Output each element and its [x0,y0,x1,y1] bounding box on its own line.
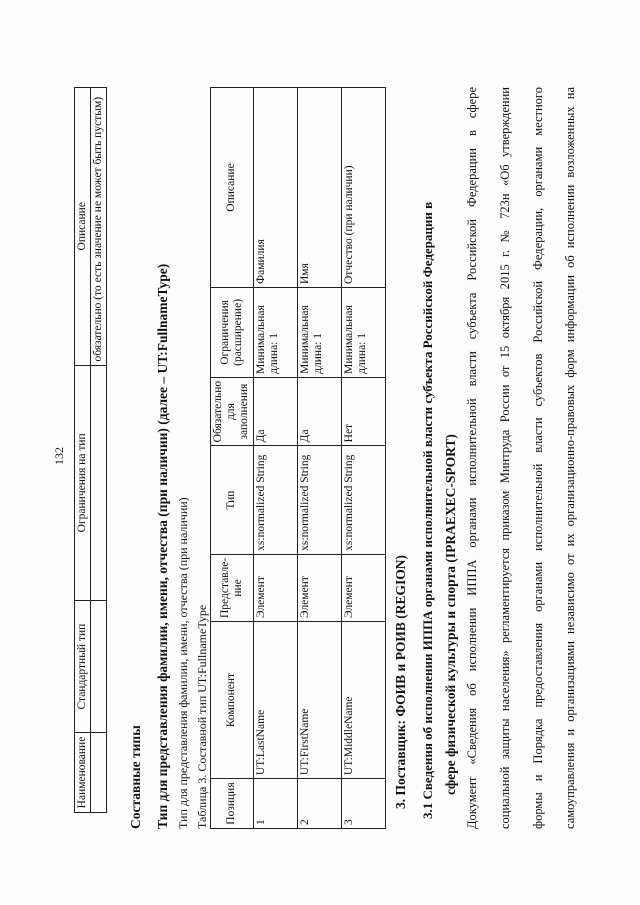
table-header-row [75,88,91,813]
page-number: 132 [52,447,66,465]
paragraph-line: Документ «Сведения об исполнении ИППА органами исполнительной власти субъекта Российской Федерации в сфере [465,87,479,829]
paragraph-line: формы и Порядка предоставления органами исполнительной власти субъектов Российской Федерации, органами местного [531,87,545,829]
fullname-type-table [210,87,386,829]
table-header-cell: Ограничения на тип [75,365,91,601]
table-header-cell: Описание [75,88,91,366]
heading-section-3-1-cont: сфере физической культуры и спорта (IPRAEXEC-SPORT) [443,434,458,795]
table-cell: xs:normalized String [297,446,341,554]
table-row [253,88,297,829]
table-header-cell: Позиция [211,779,254,829]
table-cell: Элемент [341,554,385,621]
table-cell: Нет [341,377,385,446]
heading-section-3-1: 3.1 Сведения об исполнении ИППА органами исполнительной власти субъекта Российской Федерации в [420,201,435,819]
table-cell: Минимальная длина: 1 [297,288,341,378]
table-cell: xs:normalized String [341,446,385,554]
table-cell: UT:LastName [253,622,297,779]
table-header-cell: Наименование [75,733,91,813]
table-cell: Минимальная длина: 1 [253,288,297,378]
table-cell: Фамилия [253,88,297,288]
table-header-cell: Тип [211,446,254,554]
table-cell: 2 [297,779,341,829]
table-caption: Таблица 3. Составной тип UT:FullnameType [195,604,209,829]
section-title-composite: Составные типы [128,725,143,829]
table-cell: 1 [253,779,297,829]
table-cell: UT:MiddleName [341,622,385,779]
table-cell: Отчество (при наличии) [341,88,385,288]
table-cell [91,365,107,601]
table-header-cell: Описание [211,88,254,288]
table-cell [91,601,107,733]
table-cell: обязательно (то есть значение не может быть пустым) [91,88,107,366]
table-header-cell: Стандартный тип [75,601,91,733]
paragraph-line: самоуправления и организациями независимо от их организационно-правовых форм информации об исполнении возложенных на [563,87,577,829]
subsection-description: Тип для представления фамилии, имени, отчества (при наличии) [176,497,190,829]
subsection-title: Тип для представления фамилии, имени, отчества (при наличии) (далее – UT:FullnameType) [155,263,170,829]
table-cell: Элемент [253,554,297,621]
table-cell: UT:FirstName [297,622,341,779]
table-cell: Имя [297,88,341,288]
heading-section-3: 3. Поставщик: ФОИВ и РОИВ (REGION) [393,555,408,809]
table-cell: Минимальная длина: 1 [341,288,385,378]
types-table [74,87,107,813]
table-cell: Да [253,377,297,446]
table-header-cell: Ограничения (расширение) [211,288,254,378]
table-header-cell: Обязательно для заполнения [211,377,254,446]
table-header-cell: Представле-ние [211,554,254,621]
table-row [91,88,107,813]
table-header-cell: Компонент [211,622,254,779]
table-cell: Да [297,377,341,446]
table-header-row [211,88,254,829]
table-row [341,88,385,829]
paragraph-line: социальной защиты населения» регламентируется приказом Минтруда России от 15 октября 2015 г. № 723н «Об утверждении [498,87,512,829]
table-cell: Элемент [297,554,341,621]
table-cell: 3 [341,779,385,829]
table-cell [91,733,107,813]
table-cell: xs:normalized String [253,446,297,554]
table-row [297,88,341,829]
